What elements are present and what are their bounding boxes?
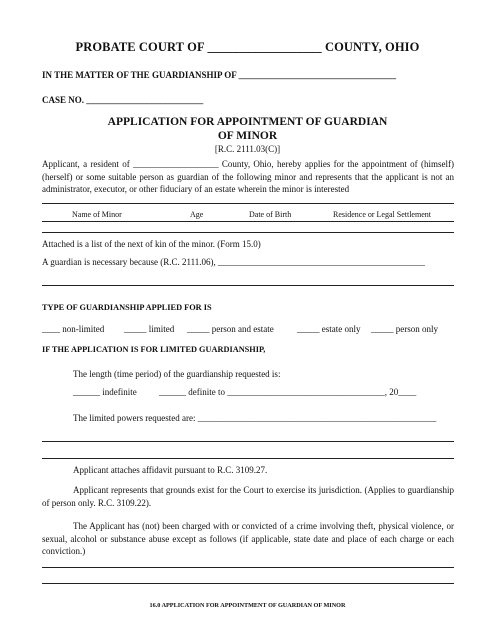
application-title-line1: APPLICATION FOR APPOINTMENT OF GUARDIAN (107, 116, 388, 128)
next-of-kin-statement: Attached is a list of the next of kin of the minor. (Form 15.0) (42, 239, 261, 249)
col-date-of-birth: Date of Birth (249, 210, 292, 219)
application-title (0, 115, 495, 143)
type-of-guardianship-heading: TYPE OF GUARDIANSHIP APPLIED FOR IS (42, 303, 212, 312)
col-name-of-minor: Name of Minor (72, 210, 122, 219)
table-header-rule (42, 221, 454, 222)
option-estate-only: _____ estate only (297, 324, 361, 334)
conviction-paragraph: The Applicant has (not) been charged with or convicted of a crime involving theft, physical violence, or sexual, alcohol or substance abuse except as follows (if applicable, state date and place of each charge or each conviction.) (42, 521, 454, 557)
affidavit-statement: Applicant attaches affidavit pursuant to R.C. 3109.27. (73, 465, 268, 475)
guardianship-of-line: IN THE MATTER OF THE GUARDIANSHIP OF ___________________________________ (42, 70, 397, 80)
conviction-line-2 (42, 583, 454, 584)
table-entry-line (42, 232, 454, 233)
jurisdiction-paragraph: Applicant represents that grounds exist for the Court to exercise its jurisdiction. (Applies to guardianship of person only. R.C. 3109.22). (42, 485, 454, 508)
form-footer: 16.0 APPLICATION FOR APPOINTMENT OF GUARDIAN OF MINOR (149, 602, 346, 609)
case-number-line: CASE NO. __________________________ (42, 95, 204, 105)
option-person-only: _____ person only (371, 324, 438, 334)
limited-guardianship-heading: IF THE APPLICATION IS FOR LIMITED GUARDIANSHIP, (42, 345, 266, 354)
col-age: Age (190, 210, 204, 219)
court-title: PROBATE COURT OF __________________ COUNTY, OHIO (75, 40, 420, 54)
conviction-line-1 (42, 567, 454, 568)
col-residence: Residence or Legal Settlement (333, 210, 431, 219)
length-of-guardianship-text: The length (time period) of the guardianship requested is: (73, 369, 281, 379)
powers-continuation-line-2 (42, 458, 454, 459)
statute-citation: [R.C. 2111.03(C)] (214, 144, 281, 154)
powers-continuation-line-1 (42, 441, 454, 442)
necessary-continuation-line (42, 285, 454, 286)
option-person-and-estate: _____ person and estate (187, 324, 274, 334)
intro-paragraph: Applicant, a resident of ___________________ County, Ohio, hereby applies for the appointment of (himself) (herself) or some suitable person as guardian of the following minor and represents that the applicant is not an administrator, executor, or other fiduciary of an estate wherein the minor is interested (42, 159, 454, 195)
option-indefinite: ______ indefinite (73, 387, 137, 397)
guardian-necessary-line: A guardian is necessary because (R.C. 2111.06), ______________________________________________ (42, 257, 426, 267)
table-top-rule (42, 203, 454, 204)
application-title-line2: OF MINOR (217, 130, 278, 142)
option-definite: ______ definite to ___________________________________, 20____ (159, 387, 417, 397)
option-non-limited: ____ non-limited (42, 324, 105, 334)
option-limited: _____ limited (124, 324, 175, 334)
limited-powers-line: The limited powers requested are: _____________________________________________________ (73, 413, 437, 423)
